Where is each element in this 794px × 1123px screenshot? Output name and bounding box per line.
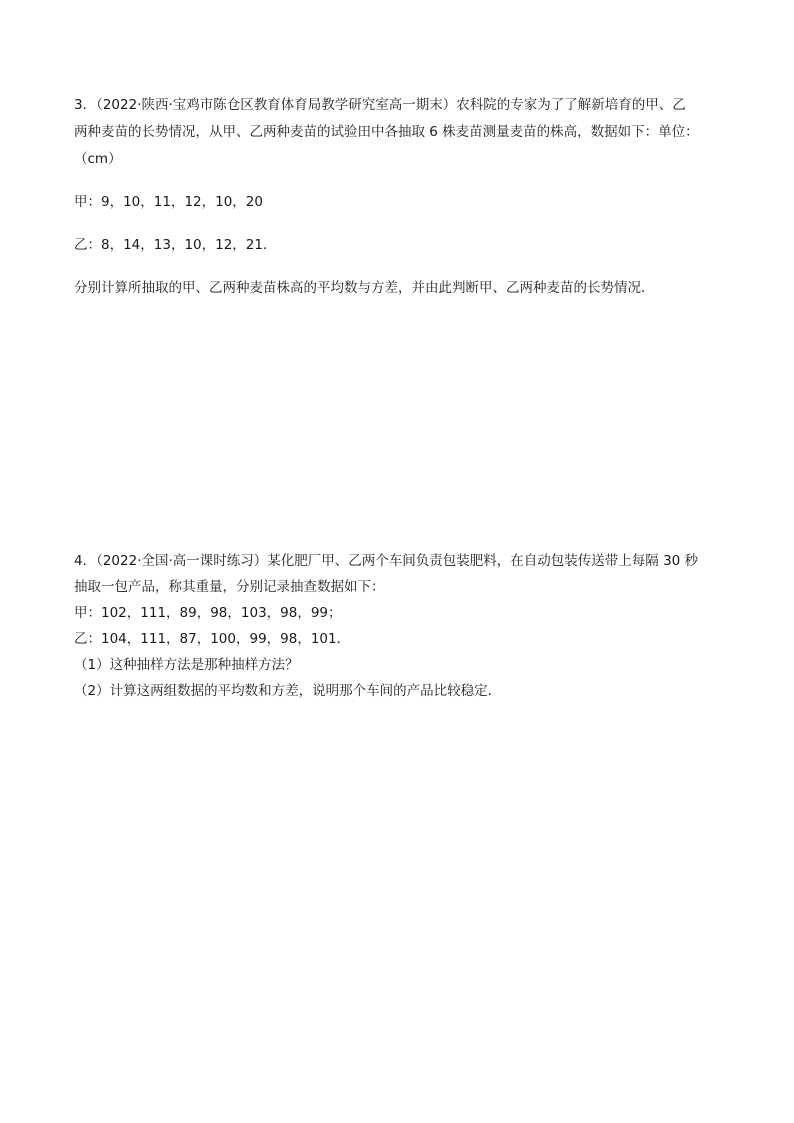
question-4-line-1	[74, 548, 734, 574]
question-3-line-3: （cm）	[74, 151, 122, 167]
question-3-text-1: （2022·陕西·宝鸡市陈仓区教育体育局教学研究室高一期末）农科院的专家为了了解新培育的甲、乙	[96, 97, 686, 113]
question-3-data-jia: 甲：9，10，11，12，10，20	[74, 194, 263, 210]
question-4-sub-1: （1）这种抽样方法是那种抽样方法？	[74, 657, 299, 673]
question-3	[74, 92, 734, 302]
question-4-data-yi: 乙：104，111，87，100，99，98，101．	[74, 631, 351, 647]
question-4-data-jia: 甲：102，111，89，98，103，98，99；	[74, 605, 342, 621]
question-3-number: 3．	[74, 97, 97, 113]
question-4-text-1: （2022·全国·高一课时练习）某化肥厂甲、乙两个车间负责包装肥料，在自动包装传送带上每隔 30 秒	[96, 553, 699, 569]
question-4-number: 4．	[74, 553, 97, 569]
question-4-line-2: 抽取一包产品，称其重量，分别记录抽查数据如下：	[74, 579, 385, 595]
question-3-task: 分别计算所抽取的甲、乙两种麦苗株高的平均数与方差，并由此判断甲、乙两种麦苗的长势情况．	[74, 280, 655, 296]
question-3-data-yi: 乙：8，14，13，10，12，21．	[74, 237, 277, 253]
question-3-line-2: 两种麦苗的长势情况，从甲、乙两种麦苗的试验田中各抽取 6 株麦苗测量麦苗的株高，数据如下：单位：	[74, 124, 699, 140]
question-4-sub-2: （2）计算这两组数据的平均数和方差，说明那个车间的产品比较稳定．	[74, 683, 502, 699]
question-4	[74, 548, 734, 704]
question-3-line-1	[74, 92, 734, 119]
